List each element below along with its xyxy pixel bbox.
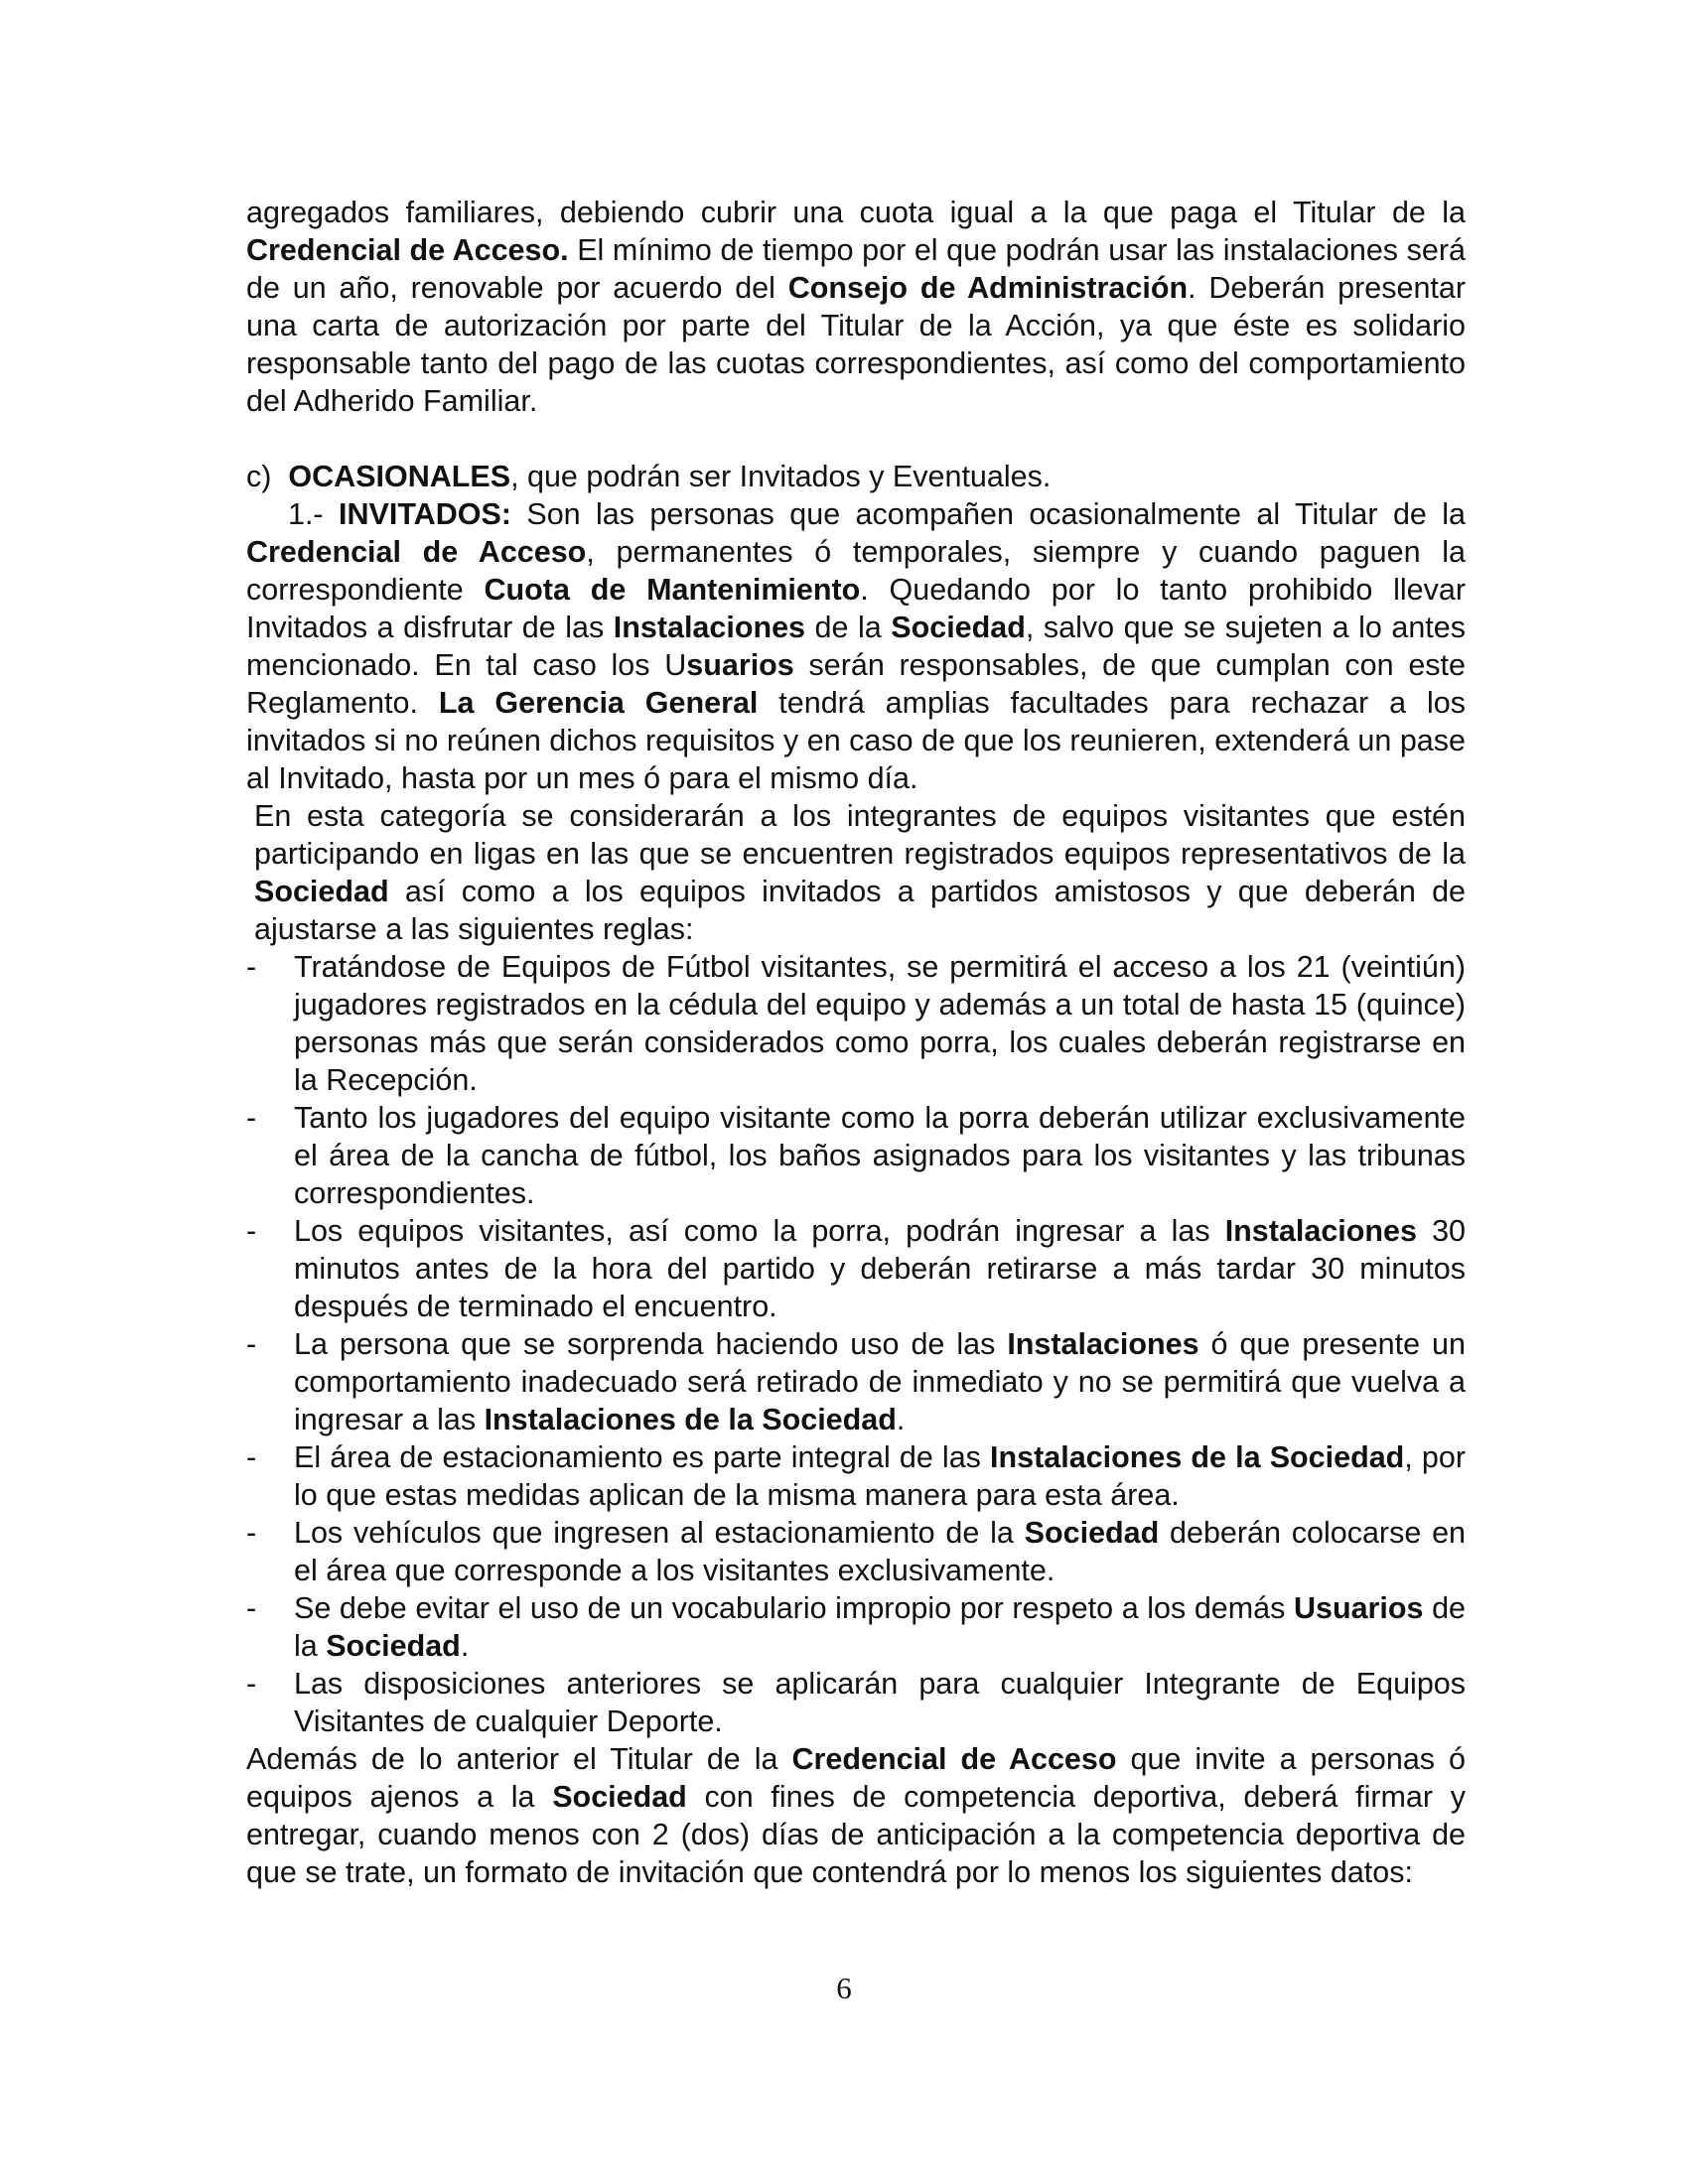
list-item (246, 948, 1466, 1099)
paragraph-spacer (246, 420, 1466, 458)
bold-text: Consejo de Administración (787, 271, 1189, 305)
text: , por lo que estas medidas aplican de la misma manera para esta área. (294, 1440, 1466, 1512)
bold-text: Instalaciones de la Sociedad (484, 1403, 897, 1436)
bold-text: Instalaciones (1224, 1214, 1417, 1248)
bold-text: Credencial de Acceso (246, 535, 587, 569)
text: tendrá amplias facultades para rechazar a los invitados si no reúnen dichos requisitos y en caso de que los reunieren, extenderá un pase al Invitado, hasta por un mes ó para el mismo día. (246, 686, 1466, 795)
list-dash: - (246, 1440, 257, 1474)
bold-text: Usuarios (1293, 1591, 1424, 1625)
list-dash: - (246, 1516, 257, 1550)
text: . Deberán presentar una carta de autorización por parte del Titular de la Acción, ya que éste es solidario responsable tanto del pago de las cuotas correspondientes, así como del comportamiento del Adherido Familiar. (246, 271, 1466, 418)
bold-text: Instalaciones de la Sociedad (990, 1440, 1405, 1474)
bold-text: Sociedad (1024, 1516, 1160, 1550)
text: Tratándose de Equipos de Fútbol visitantes, se permitirá el acceso a los 21 (veintiún) jugadores registrados en la cédula del equipo y además a un total de hasta 15 (quince) personas más que serán considerados como porra, los cuales deberán registrarse en la Recepción. (294, 950, 1466, 1097)
bold-text: La Gerencia General (438, 686, 759, 720)
bold-text: Sociedad (891, 611, 1026, 644)
bold-text: Instalaciones (1007, 1327, 1199, 1361)
document-page (246, 194, 1466, 1891)
list-item (246, 1665, 1466, 1740)
paragraph-categoria (246, 797, 1466, 948)
bold-text: OCASIONALES (288, 460, 511, 493)
text: , permanentes ó temporales, siempre y cuando paguen la correspondiente (246, 535, 1466, 607)
text: . Quedando por lo tanto prohibido llevar Invitados a disfrutar de las (246, 573, 1466, 644)
text: serán responsables, de que cumplan con este Reglamento. (246, 648, 1466, 720)
text: que invite a personas ó equipos ajenos a la (246, 1742, 1467, 1814)
list-dash: - (246, 1214, 257, 1248)
list-item (246, 1099, 1466, 1212)
list-dash: - (246, 1101, 257, 1135)
paragraph-invitados (246, 495, 1466, 797)
text: El área de estacionamiento es parte integral de las (294, 1440, 991, 1474)
text: de la (805, 611, 892, 644)
text: En esta categoría se considerarán a los integrantes de equipos visitantes que estén participando en ligas en las que se encuentren registrados equipos representativos de la (254, 799, 1466, 871)
rules-list (246, 948, 1466, 1740)
text: La persona que se sorprenda haciendo uso de las (294, 1327, 1008, 1361)
paragraph-final (246, 1740, 1466, 1891)
text: Las disposiciones anteriores se aplicarán para cualquier Integrante de Equipos Visitantes de cualquier Deporte. (294, 1667, 1466, 1738)
bold-text: Instalaciones (613, 611, 806, 644)
list-item (246, 1514, 1466, 1589)
bold-text: suarios (686, 648, 794, 682)
text: así como a los equipos invitados a partidos amistosos y que deberán de ajustarse a las siguientes reglas: (254, 875, 1466, 946)
text: Son las personas que acompañen ocasionalmente al Titular de la (510, 497, 1467, 531)
bold-text: Credencial de Acceso. (246, 233, 569, 267)
bold-text: INVITADOS: (339, 497, 511, 531)
list-item (246, 1212, 1466, 1325)
list-dash: - (246, 1327, 257, 1361)
text: Los equipos visitantes, así como la porra, podrán ingresar a las (294, 1214, 1225, 1248)
section-c-ocasionales (246, 458, 1466, 495)
text: deberán colocarse en el área que corresponde a los visitantes exclusivamente. (294, 1516, 1466, 1587)
text: . (896, 1403, 906, 1436)
bold-text: Sociedad (326, 1629, 461, 1663)
text: 30 minutos antes de la hora del partido y deberán retirarse a más tardar 30 minutos después de terminado el encuentro. (294, 1214, 1466, 1323)
text: 1.- (288, 497, 339, 531)
text: ó que presente un comportamiento inadecuado será retirado de inmediato y no se permitirá que vuelva a ingresar a las (294, 1327, 1466, 1436)
list-item (246, 1438, 1466, 1514)
text: Tanto los jugadores del equipo visitante como la porra deberán utilizar exclusivamente el área de la cancha de fútbol, los baños asignados para los visitantes y las tribunas correspondientes. (294, 1101, 1466, 1210)
text: Los vehículos que ingresen al estacionamiento de la (294, 1516, 1025, 1550)
text: El mínimo de tiempo por el que podrán usar las instalaciones será de un año, renovable por acuerdo del (246, 233, 1466, 305)
text: de la (294, 1591, 1466, 1663)
section-marker: c) (246, 460, 272, 493)
text: , que podrán ser Invitados y Eventuales. (510, 460, 1052, 493)
paragraph-agregados-familiares (246, 194, 1466, 420)
list-dash: - (246, 1591, 257, 1625)
text: agregados familiares, debiendo cubrir una cuota igual a la que paga el Titular de la (246, 196, 1466, 229)
text: Además de lo anterior el Titular de la (246, 1742, 792, 1776)
bold-text: Credencial de Acceso (791, 1742, 1117, 1776)
text: Se debe evitar el uso de un vocabulario impropio por respeto a los demás (294, 1591, 1294, 1625)
bold-text: Sociedad (254, 875, 389, 908)
list-item (246, 1325, 1466, 1438)
bold-text: Cuota de Mantenimiento (484, 573, 861, 607)
list-item (246, 1589, 1466, 1665)
bold-text: Sociedad (552, 1780, 687, 1814)
list-dash: - (246, 950, 257, 984)
list-dash: - (246, 1667, 257, 1701)
text: con fines de competencia deportiva, deberá firmar y entregar, cuando menos con 2 (dos) días de anticipación a la competencia deportiva de que se trate, un formato de invitación que contendrá por lo menos los siguientes datos: (246, 1780, 1466, 1889)
text: , salvo que se sujeten a lo antes mencionado. En tal caso los U (246, 611, 1466, 682)
page-number: 6 (836, 1971, 852, 2005)
text: . (460, 1629, 470, 1663)
